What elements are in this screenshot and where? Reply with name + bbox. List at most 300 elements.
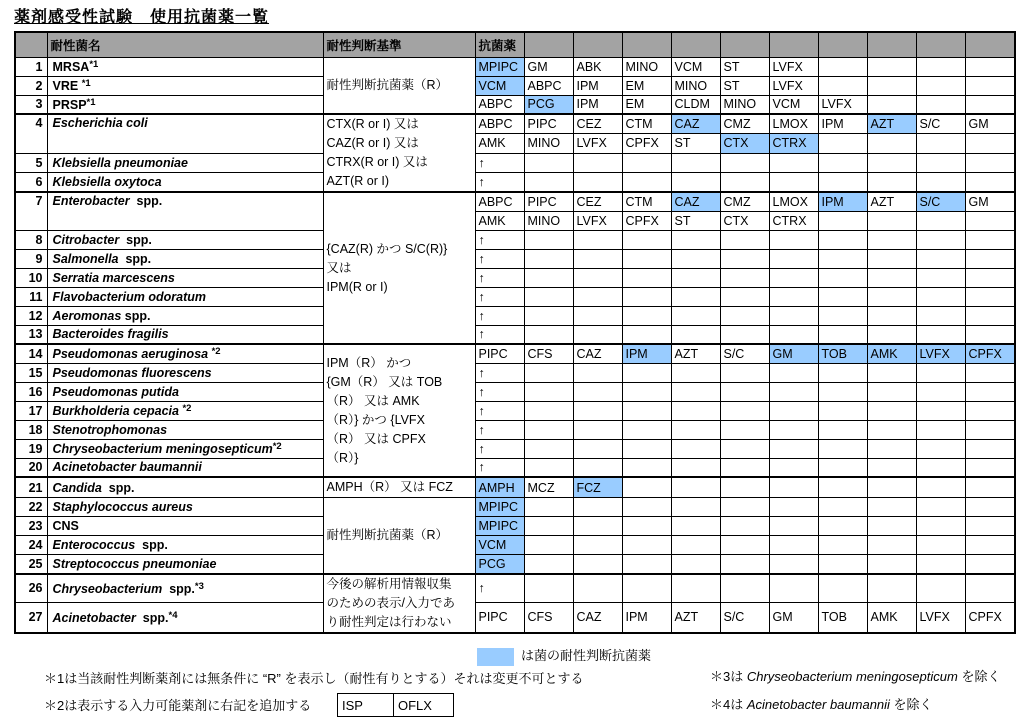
empty-drug-cell [916, 287, 965, 306]
empty-drug-cell [818, 517, 867, 536]
drug-cell: VCM [475, 536, 524, 555]
table-row [15, 287, 1015, 306]
bacteria-name: Acinetobacter baumannii [47, 458, 323, 477]
drug-cell: VCM [769, 95, 818, 114]
empty-drug-cell [671, 517, 720, 536]
empty-drug-cell [769, 173, 818, 193]
empty-drug-cell [867, 306, 916, 325]
drug-cell: PIPC [524, 114, 573, 134]
table-row [15, 458, 1015, 477]
row-number: 17 [15, 401, 47, 420]
empty-drug-cell [867, 249, 916, 268]
bacteria-name: Stenotrophomonas [47, 420, 323, 439]
drug-cell: FCZ [573, 477, 622, 498]
empty-drug-cell [524, 363, 573, 382]
empty-drug-cell [965, 134, 1015, 154]
empty-drug-cell [720, 153, 769, 173]
drug-cell: LVFX [818, 95, 867, 114]
empty-drug-cell [524, 382, 573, 401]
empty-drug-cell [573, 498, 622, 517]
empty-drug-cell [867, 268, 916, 287]
empty-drug-cell [573, 363, 622, 382]
empty-drug-cell [916, 325, 965, 344]
empty-drug-cell [671, 153, 720, 173]
row-number: 4 [15, 114, 47, 153]
header-drug-empty [916, 32, 965, 57]
drug-cell: ↑ [475, 439, 524, 458]
drug-cell: TOB [818, 344, 867, 363]
additional-drugs-row [338, 694, 454, 717]
row-number: 2 [15, 76, 47, 95]
empty-drug-cell [965, 498, 1015, 517]
empty-drug-cell [867, 134, 916, 154]
empty-drug-cell [769, 230, 818, 249]
table-row [15, 249, 1015, 268]
empty-drug-cell [769, 268, 818, 287]
empty-drug-cell [720, 306, 769, 325]
empty-drug-cell [916, 458, 965, 477]
empty-drug-cell [720, 268, 769, 287]
row-number: 24 [15, 536, 47, 555]
empty-drug-cell [671, 173, 720, 193]
empty-drug-cell [916, 477, 965, 498]
empty-drug-cell [769, 325, 818, 344]
empty-drug-cell [622, 306, 671, 325]
empty-drug-cell [769, 401, 818, 420]
drug-cell: ABPC [475, 95, 524, 114]
row-number: 27 [15, 603, 47, 633]
bacteria-name: Acinetobacter spp.$^{*4}$ [47, 603, 323, 633]
criteria-cell: CTX(R or I) 又は CAZ(R or I) 又は CTRX(R or I) 又は AZT(R or I) [323, 114, 475, 192]
empty-drug-cell [622, 477, 671, 498]
empty-drug-cell [622, 574, 671, 603]
drug-cell: ↑ [475, 173, 524, 193]
empty-drug-cell [818, 363, 867, 382]
row-number: 6 [15, 173, 47, 193]
empty-drug-cell [769, 363, 818, 382]
empty-drug-cell [671, 536, 720, 555]
empty-drug-cell [720, 555, 769, 574]
empty-drug-cell [916, 95, 965, 114]
drug-cell: ↑ [475, 458, 524, 477]
empty-drug-cell [867, 458, 916, 477]
empty-drug-cell [867, 517, 916, 536]
note-1: ＊1は当該耐性判断薬剤には無条件に “R” を表示し（耐性有りとする）それは変更不可とする [44, 671, 584, 686]
empty-drug-cell [671, 555, 720, 574]
empty-drug-cell [524, 439, 573, 458]
bacteria-name: Escherichia coli [47, 114, 323, 153]
criteria-cell: IPM（R） かつ {GM（R） 又は TOB （R） 又は AMK （R）} かつ {LVFX （R） 又は CPFX （R）} [323, 344, 475, 477]
empty-drug-cell [524, 536, 573, 555]
empty-drug-cell [524, 517, 573, 536]
empty-drug-cell [965, 76, 1015, 95]
empty-drug-cell [622, 401, 671, 420]
drug-cell: PCG [524, 95, 573, 114]
empty-drug-cell [916, 268, 965, 287]
empty-drug-cell [818, 287, 867, 306]
empty-drug-cell [916, 536, 965, 555]
header-row [15, 32, 1015, 57]
note-4-prefix: ＊4は [710, 697, 747, 712]
table-row [15, 306, 1015, 325]
table-row [15, 268, 1015, 287]
criteria-cell: {CAZ(R) かつ S/C(R)} 又は IPM(R or I) [323, 192, 475, 344]
drug-cell: AMK [867, 603, 916, 633]
empty-drug-cell [671, 498, 720, 517]
empty-drug-cell [965, 555, 1015, 574]
drug-cell: EM [622, 76, 671, 95]
empty-drug-cell [916, 420, 965, 439]
bacteria-name: VRE $^{*1}$ [47, 76, 323, 95]
empty-drug-cell [818, 230, 867, 249]
empty-drug-cell [867, 325, 916, 344]
page-title: 薬剤感受性試験 使用抗菌薬一覧 [14, 9, 270, 26]
drug-cell: AMPH [475, 477, 524, 498]
empty-drug-cell [622, 268, 671, 287]
empty-drug-cell [720, 173, 769, 193]
empty-drug-cell [916, 249, 965, 268]
empty-drug-cell [524, 268, 573, 287]
drug-cell: ↑ [475, 574, 524, 603]
drug-cell: IPM [573, 95, 622, 114]
empty-drug-cell [965, 325, 1015, 344]
empty-drug-cell [720, 249, 769, 268]
empty-drug-cell [818, 57, 867, 76]
empty-drug-cell [916, 173, 965, 193]
empty-drug-cell [916, 153, 965, 173]
empty-drug-cell [867, 230, 916, 249]
table-row [15, 536, 1015, 555]
empty-drug-cell [671, 420, 720, 439]
drug-cell: ↑ [475, 306, 524, 325]
drug-cell: ABPC [475, 192, 524, 211]
empty-drug-cell [867, 477, 916, 498]
empty-drug-cell [720, 363, 769, 382]
table-row [15, 401, 1015, 420]
bacteria-name: CNS [47, 517, 323, 536]
drug-cell: CAZ [573, 344, 622, 363]
empty-drug-cell [867, 173, 916, 193]
empty-drug-cell [769, 153, 818, 173]
drug-cell: TOB [818, 603, 867, 633]
empty-drug-cell [524, 401, 573, 420]
empty-drug-cell [818, 325, 867, 344]
drug-cell: CLDM [671, 95, 720, 114]
empty-drug-cell [769, 249, 818, 268]
drug-cell: AMK [867, 344, 916, 363]
bacteria-name: Klebsiella pneumoniae [47, 153, 323, 173]
criteria-cell: 耐性判断抗菌薬（R） [323, 498, 475, 574]
empty-drug-cell [573, 401, 622, 420]
drug-cell: CPFX [965, 603, 1015, 633]
empty-drug-cell [622, 382, 671, 401]
drug-cell: CFS [524, 603, 573, 633]
drug-cell: EM [622, 95, 671, 114]
empty-drug-cell [524, 173, 573, 193]
drug-cell: CPFX [622, 134, 671, 154]
empty-drug-cell [671, 249, 720, 268]
drug-cell: MINO [524, 134, 573, 154]
empty-drug-cell [671, 382, 720, 401]
note-2: ＊2は表示する入力可能薬剤に右記を追加する [44, 698, 312, 713]
drug-cell: ↑ [475, 268, 524, 287]
empty-drug-cell [965, 382, 1015, 401]
empty-drug-cell [769, 477, 818, 498]
empty-drug-cell [818, 382, 867, 401]
additional-drug-isp: ISP [338, 694, 394, 717]
empty-drug-cell [818, 134, 867, 154]
table-row [15, 574, 1015, 603]
empty-drug-cell [818, 306, 867, 325]
empty-drug-cell [818, 401, 867, 420]
empty-drug-cell [867, 211, 916, 230]
empty-drug-cell [769, 439, 818, 458]
row-number: 23 [15, 517, 47, 536]
empty-drug-cell [867, 401, 916, 420]
empty-drug-cell [818, 458, 867, 477]
drug-cell: AZT [867, 192, 916, 211]
empty-drug-cell [671, 268, 720, 287]
empty-drug-cell [573, 555, 622, 574]
empty-drug-cell [965, 173, 1015, 193]
empty-drug-cell [573, 325, 622, 344]
drug-cell: PIPC [475, 344, 524, 363]
empty-drug-cell [916, 230, 965, 249]
table-body [15, 57, 1015, 633]
drug-cell: ↑ [475, 363, 524, 382]
empty-drug-cell [720, 458, 769, 477]
drug-cell: CFS [524, 344, 573, 363]
header-drug-empty [818, 32, 867, 57]
empty-drug-cell [671, 325, 720, 344]
empty-drug-cell [524, 458, 573, 477]
empty-drug-cell [867, 287, 916, 306]
empty-drug-cell [671, 401, 720, 420]
empty-drug-cell [524, 249, 573, 268]
empty-drug-cell [965, 517, 1015, 536]
drug-cell: LVFX [573, 134, 622, 154]
empty-drug-cell [720, 477, 769, 498]
drug-cell: PCG [475, 555, 524, 574]
drug-cell: ABK [573, 57, 622, 76]
bacteria-name: Chryseobacterium spp.$^{*3}$ [47, 574, 323, 603]
empty-drug-cell [769, 498, 818, 517]
empty-drug-cell [720, 401, 769, 420]
drug-cell: ↑ [475, 249, 524, 268]
empty-drug-cell [573, 287, 622, 306]
empty-drug-cell [671, 477, 720, 498]
empty-drug-cell [916, 76, 965, 95]
row-number: 10 [15, 268, 47, 287]
header-criteria: 耐性判断基準 [323, 32, 475, 57]
empty-drug-cell [573, 517, 622, 536]
empty-drug-cell [573, 268, 622, 287]
empty-drug-cell [867, 57, 916, 76]
drug-cell: GM [965, 192, 1015, 211]
additional-drug-oflx: OFLX [394, 694, 454, 717]
empty-drug-cell [573, 249, 622, 268]
row-number: 12 [15, 306, 47, 325]
note-3-suffix: を除く [957, 669, 1001, 684]
criteria-cell: 耐性判断抗菌薬（R） [323, 57, 475, 114]
empty-drug-cell [818, 211, 867, 230]
empty-drug-cell [818, 76, 867, 95]
empty-drug-cell [573, 230, 622, 249]
row-number: 7 [15, 192, 47, 230]
bacteria-name: Klebsiella oxytoca [47, 173, 323, 193]
empty-drug-cell [573, 458, 622, 477]
drug-cell: VCM [475, 76, 524, 95]
empty-drug-cell [818, 439, 867, 458]
empty-drug-cell [916, 382, 965, 401]
bacteria-name: Pseudomonas aeruginosa $^{*2}$ [47, 344, 323, 363]
bacteria-name: Burkholderia cepacia $^{*2}$ [47, 401, 323, 420]
empty-drug-cell [867, 382, 916, 401]
empty-drug-cell [818, 574, 867, 603]
empty-drug-cell [720, 420, 769, 439]
empty-drug-cell [622, 153, 671, 173]
empty-drug-cell [671, 363, 720, 382]
empty-drug-cell [916, 134, 965, 154]
empty-drug-cell [769, 287, 818, 306]
empty-drug-cell [965, 306, 1015, 325]
bacteria-name: Streptococcus pneumoniae [47, 555, 323, 574]
empty-drug-cell [720, 439, 769, 458]
empty-drug-cell [769, 420, 818, 439]
bacteria-name: Chryseobacterium meningosepticum$^{*2}$ [47, 439, 323, 458]
empty-drug-cell [769, 458, 818, 477]
table-row [15, 192, 1015, 211]
note-3-species: Chryseobacterium meningosepticum [746, 669, 958, 684]
drug-cell: VCM [671, 57, 720, 76]
row-number: 9 [15, 249, 47, 268]
empty-drug-cell [573, 574, 622, 603]
drug-cell: CMZ [720, 114, 769, 134]
empty-drug-cell [867, 574, 916, 603]
drug-cell: ABPC [475, 114, 524, 134]
empty-drug-cell [916, 306, 965, 325]
empty-drug-cell [622, 536, 671, 555]
empty-drug-cell [720, 325, 769, 344]
bacteria-name: Enterococcus spp. [47, 536, 323, 555]
header-drug-empty [965, 32, 1015, 57]
empty-drug-cell [573, 382, 622, 401]
empty-drug-cell [818, 477, 867, 498]
drug-cell: IPM [818, 192, 867, 211]
drug-cell: CPFX [965, 344, 1015, 363]
row-number: 13 [15, 325, 47, 344]
empty-drug-cell [965, 57, 1015, 76]
table-row [15, 114, 1015, 134]
table-row [15, 363, 1015, 382]
empty-drug-cell [867, 95, 916, 114]
table-row [15, 230, 1015, 249]
empty-drug-cell [916, 439, 965, 458]
drug-cell: S/C [916, 114, 965, 134]
empty-drug-cell [671, 287, 720, 306]
bacteria-name: PRSP$^{*1}$ [47, 95, 323, 114]
drug-cell: MINO [622, 57, 671, 76]
empty-drug-cell [622, 325, 671, 344]
bacteria-name: Pseudomonas putida [47, 382, 323, 401]
row-number: 8 [15, 230, 47, 249]
note-3-prefix: ＊3は [710, 669, 747, 684]
bacteria-name: Enterobacter spp. [47, 192, 323, 230]
drug-cell: ST [671, 211, 720, 230]
empty-drug-cell [720, 536, 769, 555]
legend-text: は菌の耐性判断抗菌薬 [521, 648, 652, 663]
drug-cell: AMK [475, 134, 524, 154]
row-number: 3 [15, 95, 47, 114]
table-row [15, 498, 1015, 517]
empty-drug-cell [524, 420, 573, 439]
drug-cell: LVFX [916, 603, 965, 633]
empty-drug-cell [622, 230, 671, 249]
empty-drug-cell [769, 306, 818, 325]
row-number: 1 [15, 57, 47, 76]
empty-drug-cell [965, 95, 1015, 114]
empty-drug-cell [867, 498, 916, 517]
drug-cell: AZT [867, 114, 916, 134]
empty-drug-cell [916, 363, 965, 382]
drug-cell: LVFX [769, 76, 818, 95]
drug-cell: ↑ [475, 382, 524, 401]
note-3 [710, 666, 1000, 685]
row-number: 22 [15, 498, 47, 517]
drug-cell: CAZ [671, 114, 720, 134]
empty-drug-cell [818, 420, 867, 439]
drug-cell: IPM [622, 603, 671, 633]
table-row [15, 153, 1015, 173]
empty-drug-cell [818, 173, 867, 193]
empty-drug-cell [867, 536, 916, 555]
table-row [15, 420, 1015, 439]
row-number: 26 [15, 574, 47, 603]
empty-drug-cell [622, 517, 671, 536]
empty-drug-cell [622, 249, 671, 268]
empty-drug-cell [818, 268, 867, 287]
row-number: 11 [15, 287, 47, 306]
drug-cell: CAZ [671, 192, 720, 211]
empty-drug-cell [573, 306, 622, 325]
drug-cell: AZT [671, 603, 720, 633]
empty-drug-cell [965, 477, 1015, 498]
header-num [15, 32, 47, 57]
drug-cell: S/C [720, 603, 769, 633]
empty-drug-cell [671, 574, 720, 603]
drug-cell: ST [720, 57, 769, 76]
empty-drug-cell [818, 153, 867, 173]
table-row [15, 477, 1015, 498]
empty-drug-cell [867, 420, 916, 439]
empty-drug-cell [818, 536, 867, 555]
header-drug-empty [524, 32, 573, 57]
empty-drug-cell [720, 287, 769, 306]
empty-drug-cell [524, 555, 573, 574]
row-number: 16 [15, 382, 47, 401]
bacteria-name: Serratia marcescens [47, 268, 323, 287]
table-row [15, 173, 1015, 193]
empty-drug-cell [867, 555, 916, 574]
empty-drug-cell [622, 420, 671, 439]
empty-drug-cell [622, 173, 671, 193]
empty-drug-cell [671, 230, 720, 249]
table-row [15, 325, 1015, 344]
empty-drug-cell [622, 439, 671, 458]
legend-blue-swatch [477, 648, 514, 666]
empty-drug-cell [965, 401, 1015, 420]
empty-drug-cell [965, 249, 1015, 268]
